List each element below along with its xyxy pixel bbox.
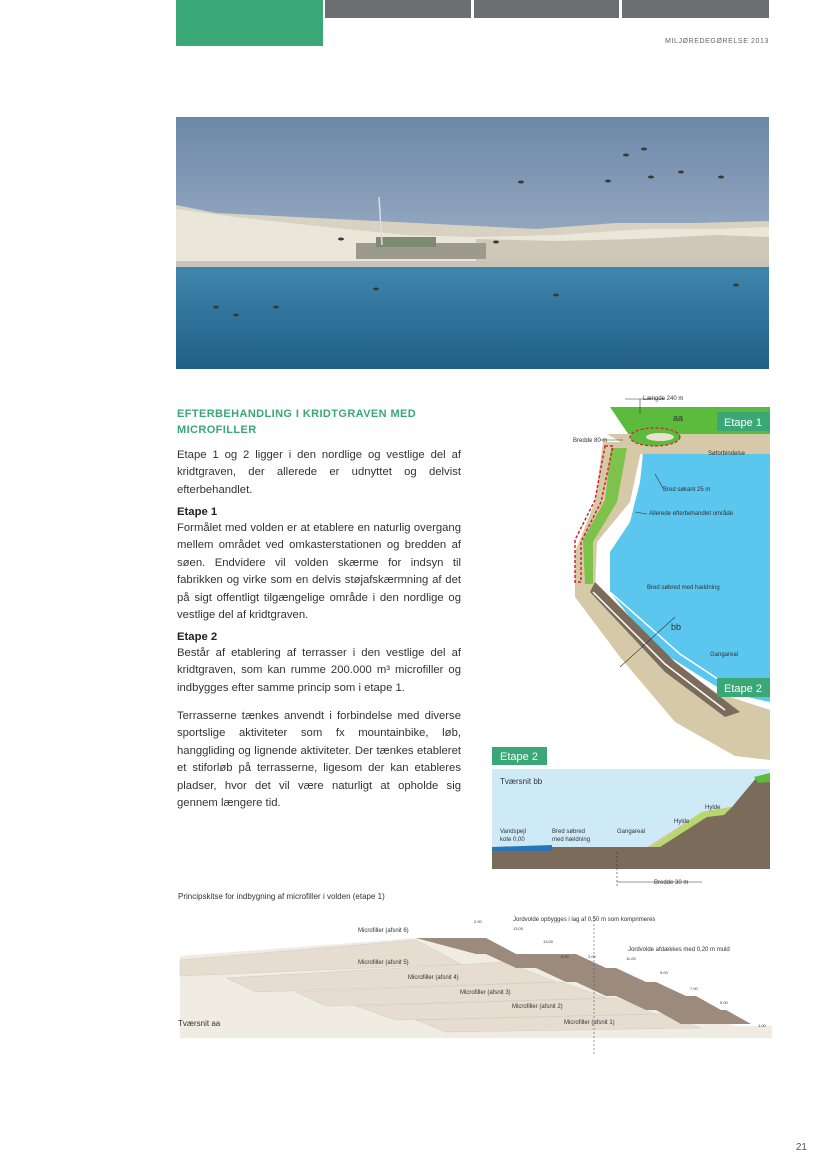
etape2-paragraph-2: Terrasserne tænkes anvendt i forbindelse med diverse sportslige aktiviteter som fx mountainbike, løb, hanggliding og lignende aktiviteter. Der tænkes etableret et stiforløb på terrasserne, ligesom der kan etableres pladser, hvor det vil være naturligt at opholde sig gennem længere tid. — [177, 710, 461, 810]
section-etape2-badge: Etape 2 — [500, 751, 538, 763]
section-gangareal-label: Gangareal — [617, 829, 646, 835]
map-bb-label: bb — [671, 622, 682, 632]
principle-title: Principskitse for indbygning af microfiller i volden (etape 1) — [178, 892, 385, 901]
section-title: Tværsnit bb — [500, 777, 543, 786]
header-tab — [474, 0, 619, 18]
etape1-heading: Etape 1 — [177, 506, 218, 518]
level-label: 11.00 — [626, 956, 636, 961]
header-tab — [325, 0, 471, 18]
report-title: MILJØREDEGØRELSE 2013 — [664, 38, 769, 45]
section-bred-label: Bred søbred — [552, 829, 586, 835]
dim-label: 5.00 — [561, 954, 569, 959]
layer-label: Microfiller (afsnit 4) — [408, 975, 459, 981]
chalk-pit-photo — [176, 117, 769, 369]
section-bredde-label: Bredde 30 m — [654, 880, 689, 886]
section-heading: EFTERBEHANDLING I KRIDTGRAVEN MED MICROFILLER — [177, 408, 417, 436]
layer-label: Microfiller (afsnit 6) — [358, 928, 409, 934]
map-etape2-badge: Etape 2 — [724, 683, 762, 695]
map-width-label: Bredde 80 m — [573, 438, 608, 444]
section-hylde-label: Hylde — [674, 819, 690, 825]
section-hylde-label: Hylde — [705, 805, 721, 811]
dim-label: 2.00 — [588, 954, 596, 959]
site-plan-map — [555, 392, 770, 760]
header-tab-active — [176, 0, 323, 46]
map-allerede-label: Allerede efterbehandlet område — [649, 511, 734, 517]
map-soforbindelse-label: Søforbindelse — [708, 451, 746, 457]
section-vandspejl-label: Vandspejl — [500, 829, 526, 835]
map-bred-sokant-label: Bred søkant 25 m — [663, 487, 711, 493]
map-bred-sobred-label: Bred søbred med hældning — [647, 585, 720, 591]
page-number: 21 — [795, 1142, 807, 1153]
section-kote-label: kote 0,00 — [500, 837, 525, 843]
cross-section-bb — [492, 747, 770, 889]
section-haeldning-label: med hældning — [552, 837, 591, 843]
layer-label: Microfiller (afsnit 2) — [512, 1004, 563, 1010]
level-label: 7.00 — [690, 986, 698, 991]
principle-section-label: Tværsnit aa — [178, 1019, 221, 1028]
dim-label: 2.00 — [474, 919, 482, 924]
level-label: 13.00 — [513, 926, 524, 931]
layer-label: Microfiller (afsnit 3) — [460, 990, 511, 996]
principle-note-1: Jordvolde opbygges i lag af 0,50 m som komprimeres — [513, 917, 656, 923]
level-label: 1.00 — [758, 1023, 766, 1028]
map-length-label: Længde 240 m — [643, 396, 684, 402]
header-tab — [622, 0, 769, 18]
principle-sketch — [176, 886, 772, 1056]
level-label: 9.00 — [660, 970, 668, 975]
etape1-paragraph: Formålet med volden er at etablere en naturlig overgang mellem området ved omkasterstationen og bredden af søen. Endvidere vil volden skærme for indsyn til fabrikken og virke som en delvis støjafskærmning af det på sigt offentligt tilgængelige område i den nordlige og vestlige del af kridtgraven. — [177, 522, 461, 622]
principle-note-2: Jordvolde afdækkes med 0,20 m muld — [628, 947, 730, 953]
etape2-heading: Etape 2 — [177, 631, 218, 643]
map-gangareal-label: Gangareal — [710, 652, 739, 658]
layer-label: Microfiller (afsnit 1) — [564, 1020, 615, 1026]
intro-paragraph: Etape 1 og 2 ligger i den nordlige og vestlige del af kridtgraven, der allerede er udnyttet og delvist efterbehandlet. — [177, 449, 461, 496]
level-label: 13.00 — [543, 939, 554, 944]
map-etape1-badge: Etape 1 — [724, 417, 762, 429]
layer-label: Microfiller (afsnit 5) — [358, 960, 409, 966]
level-label: 5.00 — [720, 1000, 728, 1005]
map-aa-label: aa — [673, 413, 684, 423]
etape2-paragraph: Består af etablering af terrasser i den vestlige del af kridtgraven, som kan rumme 200.000 m³ microfiller og indbygges efter samme princip som i etape 1. — [177, 647, 461, 694]
